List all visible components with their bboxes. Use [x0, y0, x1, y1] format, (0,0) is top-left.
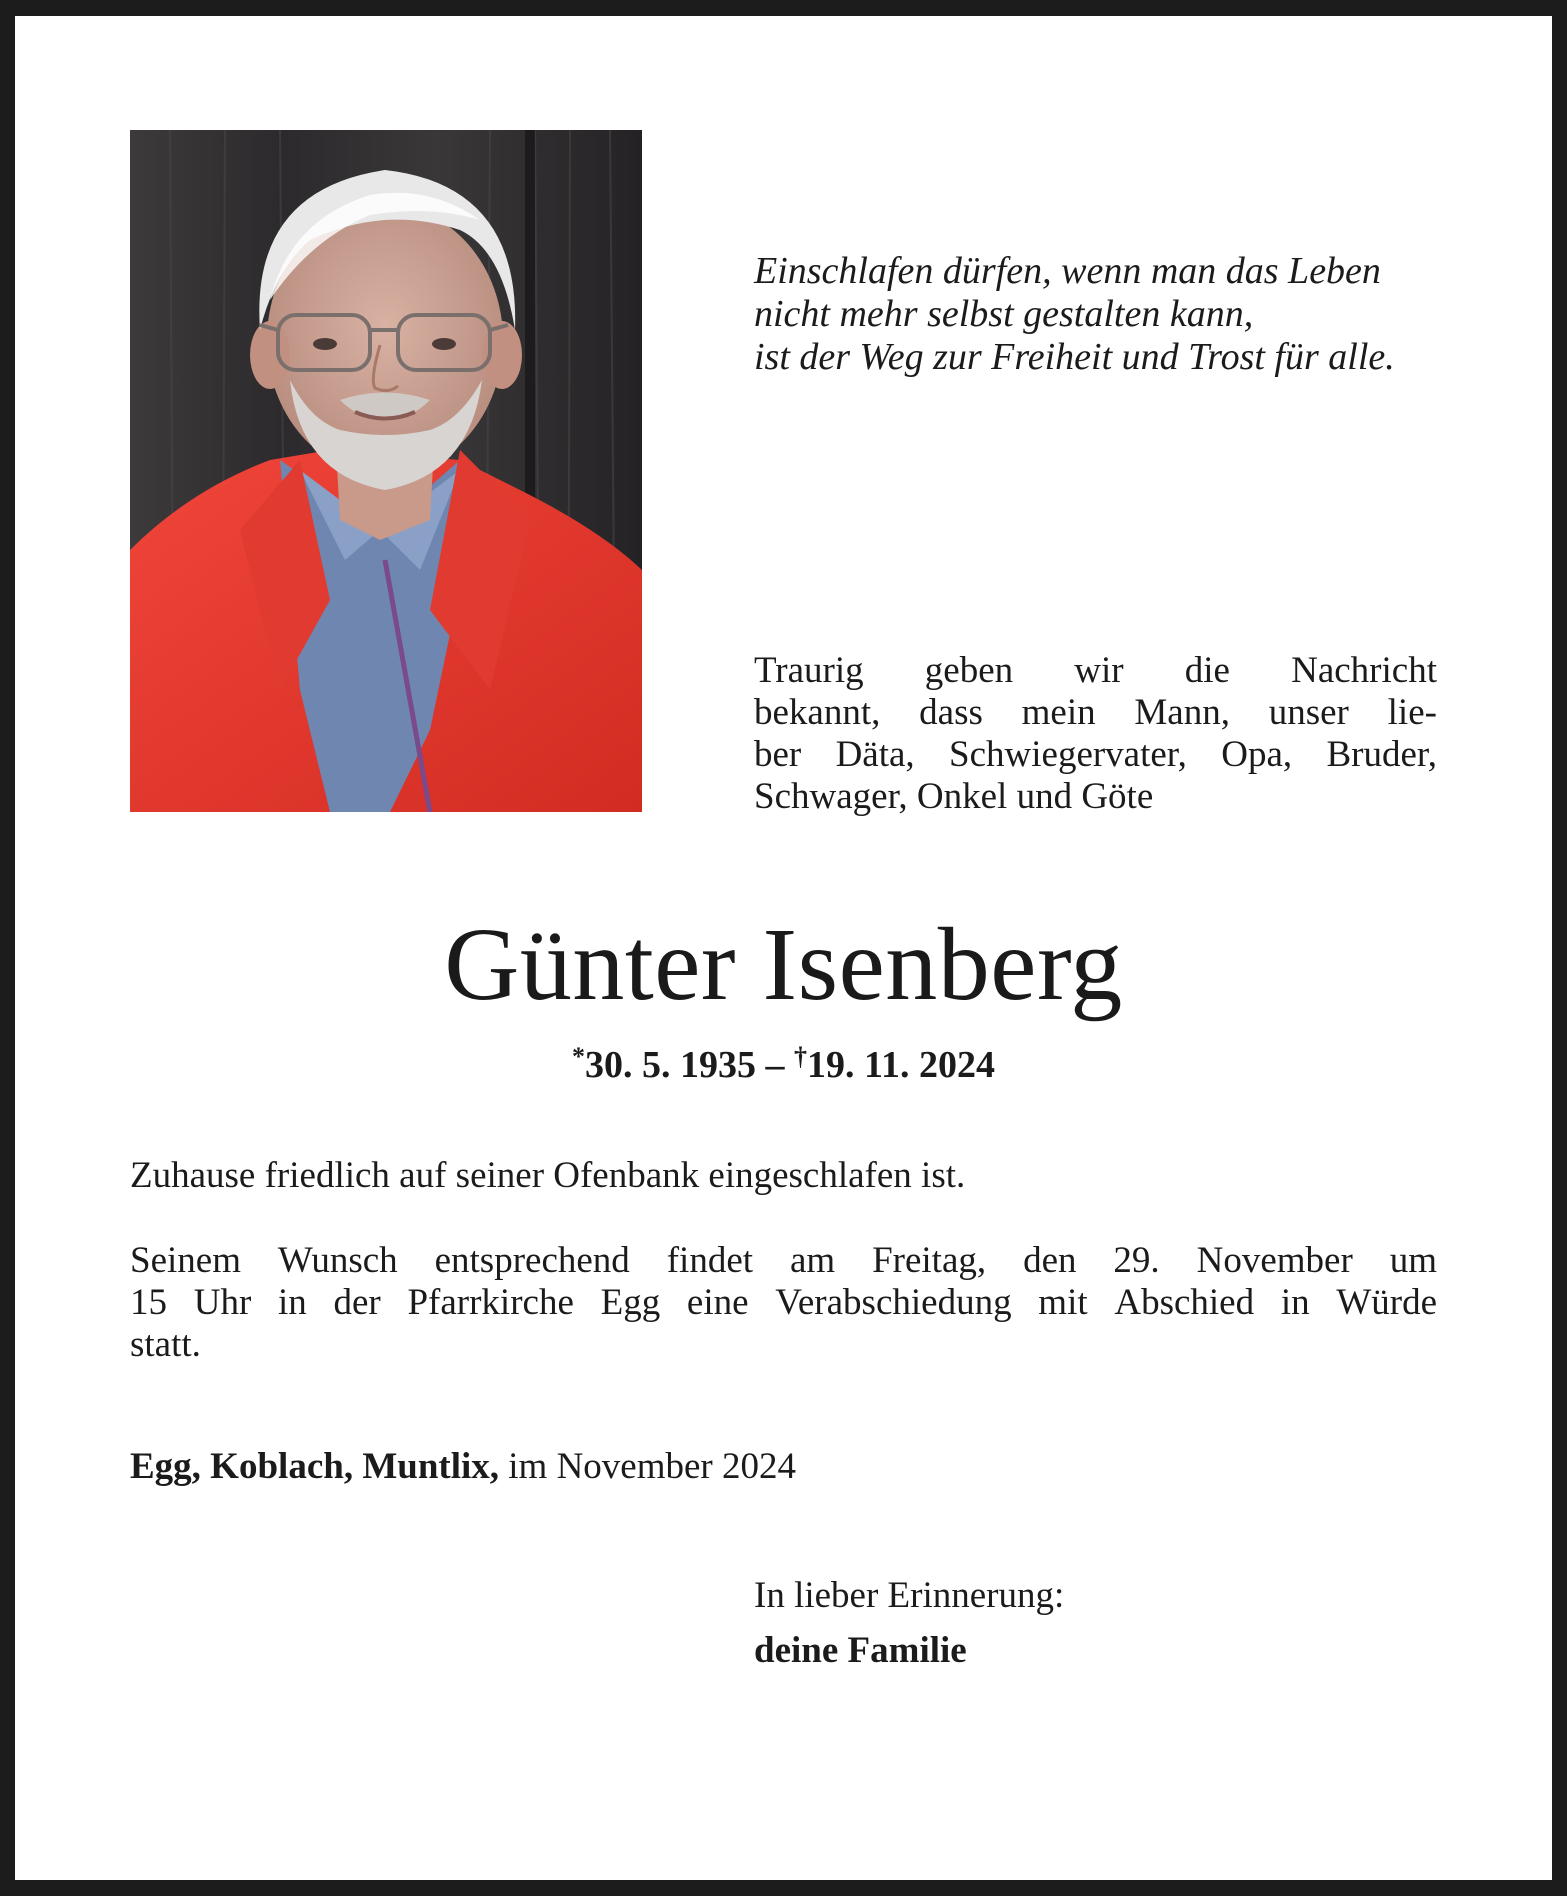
word: entsprechend [434, 1240, 630, 1281]
closing-remembrance: In lieber Erinnerung: [754, 1575, 1065, 1616]
word: mit [1038, 1282, 1088, 1323]
life-dates [0, 1035, 1567, 1087]
word: Würde [1336, 1282, 1437, 1323]
word: statt. [130, 1324, 201, 1365]
paragraph-line [130, 1324, 1437, 1366]
word: Freitag, [872, 1240, 987, 1281]
word: Däta, [835, 734, 915, 775]
announcement-text [754, 650, 1437, 818]
paragraph-passed-away: Zuhause friedlich auf seiner Ofenbank eingeschlafen ist. [130, 1155, 966, 1196]
death-date: 19. 11. 2024 [807, 1044, 995, 1086]
quote-line: Einschlafen dürfen, wenn man das Leben [754, 250, 1381, 292]
word: in [1280, 1282, 1310, 1323]
word: bekannt, [754, 692, 881, 733]
word: Verabschiedung [775, 1282, 1012, 1323]
quote-line: ist der Weg zur Freiheit und Trost für alle. [754, 336, 1395, 378]
word: Abschied [1114, 1282, 1255, 1323]
word: die [1184, 650, 1230, 691]
death-symbol: † [794, 1042, 808, 1071]
quote-line: nicht mehr selbst gestalten kann, [754, 293, 1254, 335]
word: Seinem [130, 1240, 241, 1281]
word: Bruder, [1326, 734, 1437, 775]
word: Schwiegervater, [949, 734, 1187, 775]
paragraph-line [130, 1240, 1437, 1282]
word: wir [1074, 650, 1124, 691]
portrait-illustration [130, 130, 642, 812]
word: geben [924, 650, 1014, 691]
paragraph-line [130, 1282, 1437, 1324]
word: der [333, 1282, 381, 1323]
word: 15 [130, 1282, 167, 1323]
announcement-line [754, 734, 1437, 776]
word: findet [666, 1240, 754, 1281]
place-names: Egg, Koblach, Muntlix, [130, 1446, 500, 1487]
word: eine [686, 1282, 749, 1323]
word: lie- [1387, 692, 1437, 733]
word: Schwager, Onkel und Göte [754, 776, 1154, 817]
birth-date: 30. 5. 1935 [585, 1044, 757, 1086]
word: in [277, 1282, 307, 1323]
closing [754, 1568, 1064, 1678]
word: am [789, 1240, 836, 1281]
place-and-date [130, 1446, 796, 1488]
word: Uhr [193, 1282, 252, 1323]
place-date: im November 2024 [499, 1446, 797, 1487]
word: Pfarrkirche [407, 1282, 574, 1323]
quote [754, 250, 1474, 379]
word: Opa, [1221, 734, 1293, 775]
birth-symbol: * [572, 1042, 586, 1071]
word: November [1196, 1240, 1353, 1281]
word: Mann, [1134, 692, 1230, 733]
word: Traurig [754, 650, 864, 691]
word: um [1389, 1240, 1437, 1281]
announcement-line [754, 776, 1437, 818]
word: Egg [600, 1282, 661, 1323]
word: dass [919, 692, 983, 733]
word: 29. [1113, 1240, 1160, 1281]
portrait-photo [130, 130, 642, 812]
word: ber [754, 734, 802, 775]
word: Nachricht [1291, 650, 1437, 691]
closing-family: deine Familie [754, 1630, 967, 1671]
paragraph-farewell [130, 1240, 1437, 1366]
announcement-line [754, 692, 1437, 734]
word: unser [1268, 692, 1349, 733]
date-separator: – [756, 1044, 795, 1086]
word: den [1023, 1240, 1077, 1281]
deceased-name: Günter Isenberg [444, 907, 1123, 1022]
announcement-line [754, 650, 1437, 692]
word: Wunsch [277, 1240, 398, 1281]
word: mein [1021, 692, 1096, 733]
